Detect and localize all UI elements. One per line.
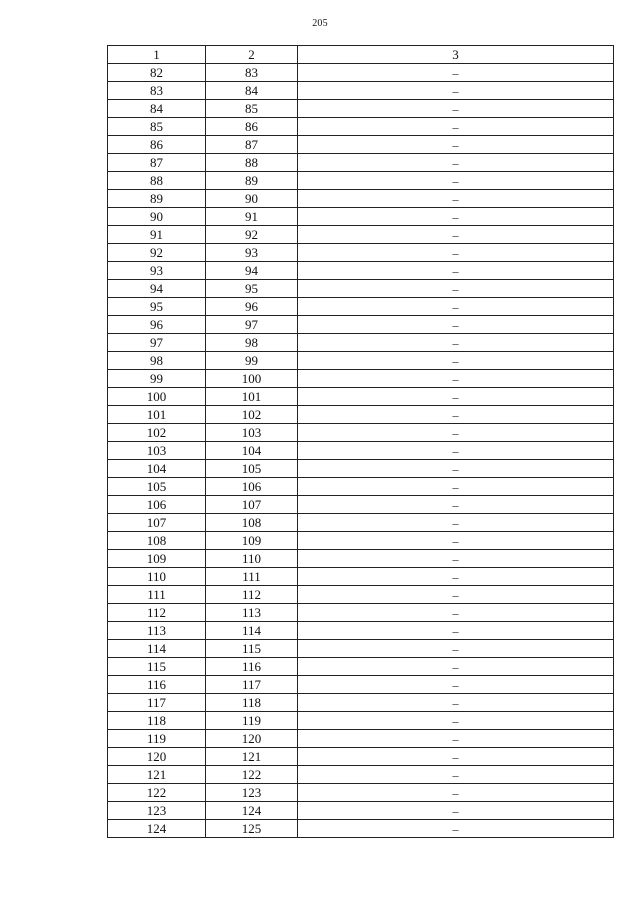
table-cell-col-3: – [298, 262, 614, 280]
table-cell-col-3: – [298, 730, 614, 748]
table-row [108, 550, 614, 568]
table-cell-col-2: 103 [206, 424, 298, 442]
table-cell-col-2: 124 [206, 802, 298, 820]
table-row [108, 730, 614, 748]
table-cell-col-2: 105 [206, 460, 298, 478]
table-row [108, 352, 614, 370]
table-row [108, 208, 614, 226]
table-cell-col-2: 85 [206, 100, 298, 118]
table-row [108, 154, 614, 172]
table-cell-col-1: 99 [108, 370, 206, 388]
table-cell-col-2: 88 [206, 154, 298, 172]
table-cell-col-1: 95 [108, 298, 206, 316]
table-cell-col-2: 107 [206, 496, 298, 514]
table-cell-col-2: 102 [206, 406, 298, 424]
table-cell-col-3: – [298, 766, 614, 784]
table-cell-col-2: 100 [206, 370, 298, 388]
table-row [108, 496, 614, 514]
table-row [108, 784, 614, 802]
table-row [108, 586, 614, 604]
table-cell-col-3: – [298, 280, 614, 298]
table-row [108, 406, 614, 424]
table-cell-col-1: 98 [108, 352, 206, 370]
table-cell-col-1: 89 [108, 190, 206, 208]
table-cell-col-1: 115 [108, 658, 206, 676]
table-cell-col-1: 92 [108, 244, 206, 262]
table-row [108, 100, 614, 118]
table-cell-col-1: 87 [108, 154, 206, 172]
table-cell-col-1: 119 [108, 730, 206, 748]
table-cell-col-1: 96 [108, 316, 206, 334]
table-cell-col-2: 95 [206, 280, 298, 298]
table-cell-col-2: 113 [206, 604, 298, 622]
table-body [108, 64, 614, 838]
table-row [108, 82, 614, 100]
table-cell-col-2: 91 [206, 208, 298, 226]
table-cell-col-1: 85 [108, 118, 206, 136]
table-cell-col-3: – [298, 604, 614, 622]
table-cell-col-2: 96 [206, 298, 298, 316]
table-cell-col-2: 122 [206, 766, 298, 784]
table-cell-col-3: – [298, 586, 614, 604]
table-row [108, 424, 614, 442]
table-cell-col-2: 98 [206, 334, 298, 352]
table-cell-col-2: 104 [206, 442, 298, 460]
table-cell-col-2: 97 [206, 316, 298, 334]
table-row [108, 604, 614, 622]
table-cell-col-1: 120 [108, 748, 206, 766]
table-cell-col-1: 123 [108, 802, 206, 820]
table-cell-col-2: 83 [206, 64, 298, 82]
table-row [108, 802, 614, 820]
table-cell-col-1: 116 [108, 676, 206, 694]
table-cell-col-3: – [298, 568, 614, 586]
column-header-2: 2 [206, 46, 298, 64]
table-cell-col-1: 105 [108, 478, 206, 496]
table-cell-col-3: – [298, 100, 614, 118]
table-cell-col-2: 114 [206, 622, 298, 640]
table-cell-col-1: 108 [108, 532, 206, 550]
table-row [108, 262, 614, 280]
table-cell-col-3: – [298, 640, 614, 658]
table-cell-col-2: 106 [206, 478, 298, 496]
table-cell-col-2: 120 [206, 730, 298, 748]
table-cell-col-1: 112 [108, 604, 206, 622]
table-cell-col-1: 118 [108, 712, 206, 730]
header-row [108, 46, 614, 64]
table-cell-col-3: – [298, 676, 614, 694]
table-cell-col-1: 84 [108, 100, 206, 118]
table-row [108, 460, 614, 478]
table-row [108, 118, 614, 136]
table-cell-col-1: 90 [108, 208, 206, 226]
table-cell-col-1: 107 [108, 514, 206, 532]
table-cell-col-1: 100 [108, 388, 206, 406]
table-cell-col-1: 117 [108, 694, 206, 712]
table-cell-col-3: – [298, 352, 614, 370]
table-cell-col-3: – [298, 208, 614, 226]
table-cell-col-3: – [298, 136, 614, 154]
column-header-1: 1 [108, 46, 206, 64]
table-row [108, 622, 614, 640]
table-cell-col-3: – [298, 658, 614, 676]
table-cell-col-2: 116 [206, 658, 298, 676]
table-row [108, 694, 614, 712]
table-cell-col-2: 93 [206, 244, 298, 262]
table-cell-col-2: 118 [206, 694, 298, 712]
table-cell-col-2: 89 [206, 172, 298, 190]
table-row [108, 190, 614, 208]
table-cell-col-2: 84 [206, 82, 298, 100]
table-cell-col-3: – [298, 748, 614, 766]
table-cell-col-3: – [298, 226, 614, 244]
table-cell-col-3: – [298, 532, 614, 550]
table-cell-col-3: – [298, 784, 614, 802]
table-cell-col-1: 88 [108, 172, 206, 190]
table-row [108, 172, 614, 190]
table-cell-col-3: – [298, 694, 614, 712]
table-cell-col-2: 108 [206, 514, 298, 532]
table-cell-col-3: – [298, 406, 614, 424]
table-cell-col-2: 94 [206, 262, 298, 280]
page-number: 205 [312, 18, 328, 29]
table-row [108, 766, 614, 784]
table-cell-col-3: – [298, 478, 614, 496]
table-cell-col-3: – [298, 118, 614, 136]
table-cell-col-3: – [298, 64, 614, 82]
table-cell-col-1: 94 [108, 280, 206, 298]
table-cell-col-2: 112 [206, 586, 298, 604]
table-row [108, 280, 614, 298]
table-cell-col-1: 111 [108, 586, 206, 604]
table-cell-col-3: – [298, 622, 614, 640]
table-cell-col-2: 110 [206, 550, 298, 568]
table-cell-col-1: 106 [108, 496, 206, 514]
table-cell-col-3: – [298, 388, 614, 406]
table-row [108, 370, 614, 388]
table-cell-col-3: – [298, 298, 614, 316]
table-cell-col-3: – [298, 802, 614, 820]
table-cell-col-2: 109 [206, 532, 298, 550]
table-cell-col-2: 86 [206, 118, 298, 136]
table-row [108, 712, 614, 730]
table-cell-col-2: 121 [206, 748, 298, 766]
table-cell-col-2: 123 [206, 784, 298, 802]
table-cell-col-1: 114 [108, 640, 206, 658]
table-cell-col-1: 121 [108, 766, 206, 784]
table-row [108, 226, 614, 244]
table-cell-col-2: 125 [206, 820, 298, 838]
table-cell-col-2: 111 [206, 568, 298, 586]
table-cell-col-3: – [298, 316, 614, 334]
table-cell-col-3: – [298, 82, 614, 100]
table-cell-col-1: 122 [108, 784, 206, 802]
table-cell-col-1: 86 [108, 136, 206, 154]
table-cell-col-3: – [298, 460, 614, 478]
table-cell-col-1: 93 [108, 262, 206, 280]
table-cell-col-1: 104 [108, 460, 206, 478]
table-row [108, 478, 614, 496]
table-cell-col-2: 119 [206, 712, 298, 730]
table-cell-col-1: 103 [108, 442, 206, 460]
table-row [108, 820, 614, 838]
data-table [107, 45, 614, 838]
table-cell-col-1: 91 [108, 226, 206, 244]
table-cell-col-3: – [298, 172, 614, 190]
table-row [108, 748, 614, 766]
table-cell-col-3: – [298, 550, 614, 568]
table-row [108, 658, 614, 676]
table-cell-col-1: 110 [108, 568, 206, 586]
table-cell-col-2: 90 [206, 190, 298, 208]
table-cell-col-1: 101 [108, 406, 206, 424]
table-row [108, 568, 614, 586]
table-cell-col-3: – [298, 442, 614, 460]
table-cell-col-1: 97 [108, 334, 206, 352]
table-cell-col-2: 117 [206, 676, 298, 694]
table-cell-col-1: 109 [108, 550, 206, 568]
table-row [108, 676, 614, 694]
table-cell-col-3: – [298, 514, 614, 532]
table-cell-col-1: 82 [108, 64, 206, 82]
table-cell-col-3: – [298, 154, 614, 172]
table-cell-col-3: – [298, 712, 614, 730]
table-cell-col-3: – [298, 334, 614, 352]
table-row [108, 136, 614, 154]
table-cell-col-3: – [298, 370, 614, 388]
table-row [108, 316, 614, 334]
table-row [108, 532, 614, 550]
table-cell-col-1: 102 [108, 424, 206, 442]
table-row [108, 442, 614, 460]
table-cell-col-2: 92 [206, 226, 298, 244]
table-row [108, 244, 614, 262]
table-cell-col-3: – [298, 190, 614, 208]
table-cell-col-3: – [298, 496, 614, 514]
table-cell-col-2: 87 [206, 136, 298, 154]
table-row [108, 514, 614, 532]
table-cell-col-1: 113 [108, 622, 206, 640]
table-cell-col-1: 83 [108, 82, 206, 100]
table-row [108, 334, 614, 352]
column-header-3: 3 [298, 46, 614, 64]
table-cell-col-2: 115 [206, 640, 298, 658]
table-cell-col-2: 101 [206, 388, 298, 406]
table-cell-col-3: – [298, 244, 614, 262]
table-row [108, 388, 614, 406]
table-row [108, 298, 614, 316]
table-row [108, 64, 614, 82]
table-cell-col-2: 99 [206, 352, 298, 370]
table-cell-col-1: 124 [108, 820, 206, 838]
table-cell-col-3: – [298, 820, 614, 838]
table-cell-col-3: – [298, 424, 614, 442]
table-row [108, 640, 614, 658]
